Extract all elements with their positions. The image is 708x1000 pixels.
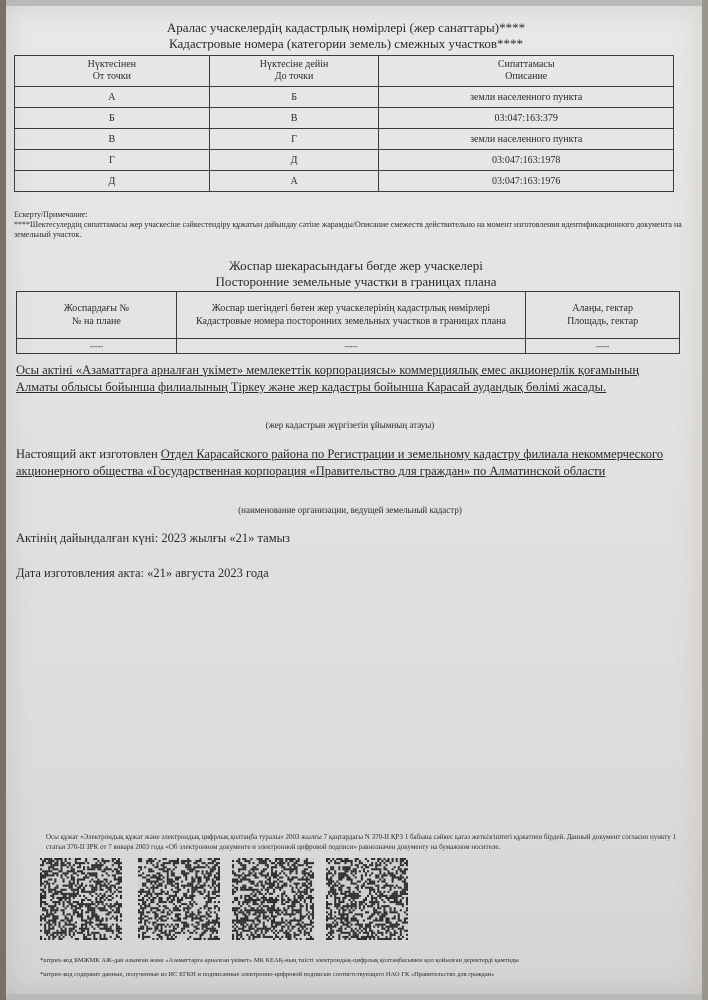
- caption-kz: (жер кадастрын жүргізетін ұйымның атауы): [265, 420, 435, 430]
- paragraph-ru: Настоящий акт изготовлен Отдел Карасайского района по Регистрации и земельному кадастру филиала некоммерческого акционерного общества «Государственная корпорация «Правительство для граждан» по Алматинской области: [16, 447, 664, 478]
- cell-description: земли населенного пункта: [379, 87, 674, 108]
- table-row: [15, 129, 674, 150]
- cell-area: -----: [526, 339, 680, 354]
- footer-barcode-note-kz: *штрих-код БМЖМК АЖ-дан алынған және «Азаматтарға арналған үкімет» МК КЕАҚ-ның тиісті электрондық-цифрлық қолтаңбасымен қол қойылған деректерді қамтиды: [40, 957, 519, 964]
- barcode-3-image: [232, 858, 314, 940]
- cell-plan-number: -----: [17, 339, 177, 354]
- table-row: [15, 108, 674, 129]
- cell-to: Д: [209, 150, 379, 171]
- cell-from: Д: [15, 171, 210, 192]
- cell-description: 03:047:163:1976: [379, 171, 674, 192]
- header-to-point: Нүктесіне дейін До точки: [209, 56, 379, 87]
- date-ru: Дата изготовления акта: «21» августа 2023 года: [16, 566, 269, 580]
- header-plan-number: Жоспардағы № № на плане: [17, 292, 177, 339]
- cell-to: Б: [209, 87, 379, 108]
- cell-from: В: [15, 129, 210, 150]
- footer-legal-text: Осы құжат «Электрондық құжат және электрондық цифрлық қолтаңба туралы» 2003 жылғы 7 қаңтардағы N 370-II ҚРЗ 1 бабына сәйкес қағаз жеткізгіштегі құжатпен бірдей. Данный документ согласно пункту 1 статьи 370-II ЗРК от 7 января 2003 года «Об электронном документе и электронной цифровой подписи» равнозначен документу на бумажном носителе.: [46, 833, 676, 851]
- title-kz: Аралас учаскелердің кадастрлық нөмірлері (жер санаттары)****: [166, 20, 526, 35]
- table-row: [15, 171, 674, 192]
- adjacent-plots-table: [14, 55, 674, 192]
- title2-kz: Жоспар шекарасындағы бөгде жер учаскелері: [229, 258, 483, 273]
- photo-background-right: [702, 0, 708, 1000]
- cell-description: 03:047:163:1978: [379, 150, 674, 171]
- barcode-4: [326, 858, 408, 940]
- table-header-row: [17, 292, 680, 339]
- cell-description: земли населенного пункта: [379, 129, 674, 150]
- barcode-4-image: [326, 858, 408, 940]
- cell-to: В: [209, 108, 379, 129]
- title-ru: Кадастровые номера (категории земель) смежных участков****: [168, 36, 524, 51]
- cell-to: Г: [209, 129, 379, 150]
- date-kz: Актінің дайындалған күні: 2023 жылғы «21» тамыз: [16, 531, 290, 545]
- document-page: [6, 6, 702, 994]
- barcode-2-image: [138, 858, 220, 940]
- table-row: [15, 150, 674, 171]
- title2-ru: Посторонние земельные участки в границах плана: [215, 274, 497, 289]
- foreign-plots-table: [16, 291, 680, 354]
- cell-description: 03:047:163:379: [379, 108, 674, 129]
- cell-from: А: [15, 87, 210, 108]
- table-row: [15, 87, 674, 108]
- header-from-point: Нүктесінен От точки: [15, 56, 210, 87]
- cell-from: Б: [15, 108, 210, 129]
- paragraph-kz: Осы актіні «Азаматтарға арналған үкімет» мемлекеттік корпорациясы» коммерциялық емес акционерлік қоғамының Алматы облысы бойынша филиалының Тіркеу және жер кадастры бойынша Карасай аудандық бөлімі жасады.: [16, 363, 640, 394]
- barcode-3: [232, 858, 314, 940]
- cell-from: Г: [15, 150, 210, 171]
- caption-ru: (наименование организации, ведущей земельный кадастр): [238, 505, 462, 515]
- header-area: Алаңы, гектар Площадь, гектар: [526, 292, 680, 339]
- note-label: Ескерту/Примечание:: [14, 210, 88, 219]
- barcode-2: [138, 858, 220, 940]
- header-description: Сипаттамасы Описание: [379, 56, 674, 87]
- header-cadastral-numbers: Жоспар шегіндегі бөтен жер учаскелерінің кадастрлық нөмірлері Кадастровые номера посторонних земельных участков в границах плана: [176, 292, 525, 339]
- barcode-1-image: [40, 858, 122, 940]
- barcode-1: [40, 858, 122, 940]
- note-text: ****Шектесулердің сипаттамасы жер учаскесіне сәйкестендіру құжатын дайындау сәтіне жарамды/Описание смежеств действительно на момент изготовления идентификационного документа на земельный участок.: [14, 220, 682, 239]
- cell-cadastral-number: -----: [176, 339, 525, 354]
- cell-to: А: [209, 171, 379, 192]
- footer-barcode-note-ru: *штрих-код содержит данные, полученные из ИС ЕГКН и подписанные электронно-цифровой подписью соответствующего НАО ГК «Правительство для граждан»: [40, 971, 495, 978]
- table-header-row: [15, 56, 674, 87]
- table-row: [17, 339, 680, 354]
